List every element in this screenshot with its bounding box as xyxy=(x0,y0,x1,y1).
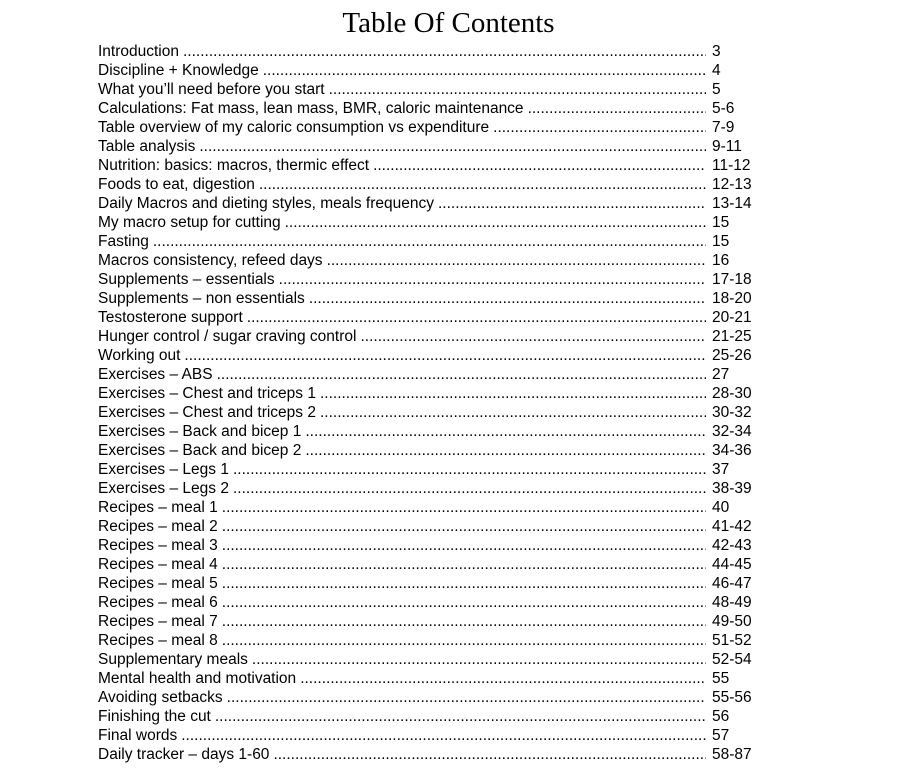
toc-entry[interactable] xyxy=(98,232,800,251)
toc-entry-page: 5-6 xyxy=(712,100,735,117)
toc-entry-label: Exercises – Back and bicep 1 xyxy=(98,423,302,440)
toc-entry-page: 16 xyxy=(712,252,730,269)
toc-entry-page: 15 xyxy=(712,233,730,250)
dot-leader xyxy=(325,80,706,99)
toc-entry-page: 3 xyxy=(712,43,721,60)
toc-entry-page: 18-20 xyxy=(712,290,752,307)
toc-entry-label: My macro setup for cutting xyxy=(98,214,281,231)
toc-entry-label: Recipes – meal 1 xyxy=(98,499,218,516)
dot-leader xyxy=(248,650,706,669)
toc-entry-page: 13-14 xyxy=(712,195,752,212)
dot-leader xyxy=(356,327,706,346)
dot-leader xyxy=(323,251,706,270)
toc-entry-page: 55-56 xyxy=(712,689,752,706)
dot-leader xyxy=(218,574,706,593)
toc-entry-label: Exercises – Chest and triceps 2 xyxy=(98,404,316,421)
toc-entry[interactable] xyxy=(98,517,800,536)
toc-entry-label: Table overview of my caloric consumption vs expenditure xyxy=(98,119,490,136)
dot-leader xyxy=(301,441,706,460)
toc-entry[interactable] xyxy=(98,346,800,365)
toc-entry-label: Exercises – ABS xyxy=(98,366,213,383)
toc-entry-page: 4 xyxy=(712,62,721,79)
toc-entry-page: 52-54 xyxy=(712,651,752,668)
toc-entry-page: 32-34 xyxy=(712,423,752,440)
toc-entry-label: Daily tracker – days 1-60 xyxy=(98,746,270,763)
toc-entry-page: 11-12 xyxy=(712,157,751,174)
dot-leader xyxy=(434,194,706,213)
dot-leader xyxy=(195,137,706,156)
dot-leader xyxy=(177,726,706,745)
toc-entry-label: Recipes – meal 3 xyxy=(98,537,218,554)
toc-entry-label: Table analysis xyxy=(98,138,196,155)
toc-entry-page: 37 xyxy=(712,461,730,478)
toc-entry-label: Foods to eat, digestion xyxy=(98,176,255,193)
toc-entry[interactable] xyxy=(98,612,800,631)
toc-entry[interactable] xyxy=(98,555,800,574)
toc-entry-label: Calculations: Fat mass, lean mass, BMR, caloric maintenance xyxy=(98,100,524,117)
toc-entry[interactable] xyxy=(98,42,800,61)
dot-leader xyxy=(229,479,706,498)
dot-leader xyxy=(369,156,706,175)
toc-entry-page: 25-26 xyxy=(712,347,752,364)
toc-entry[interactable] xyxy=(98,308,800,327)
toc-entry-label: Recipes – meal 5 xyxy=(98,575,218,592)
toc-entry[interactable] xyxy=(98,270,800,289)
toc-entry[interactable] xyxy=(98,441,800,460)
toc-entry-page: 48-49 xyxy=(712,594,752,611)
toc-entry-page: 9-11 xyxy=(712,138,742,155)
toc-entry-label: What you’ll need before you start xyxy=(98,81,325,98)
toc-entry-label: Macros consistency, refeed days xyxy=(98,252,323,269)
toc-entry[interactable] xyxy=(98,669,800,688)
dot-leader xyxy=(218,498,706,517)
toc-entry[interactable] xyxy=(98,289,800,308)
dot-leader xyxy=(213,365,706,384)
page-title: Table Of Contents xyxy=(342,7,555,39)
toc-entry-page: 34-36 xyxy=(712,442,752,459)
toc-entry[interactable] xyxy=(98,650,800,669)
toc-entry[interactable] xyxy=(98,194,800,213)
dot-leader xyxy=(524,99,706,118)
toc-entry-label: Supplements – non essentials xyxy=(98,290,305,307)
toc-entry[interactable] xyxy=(98,156,800,175)
toc-entry-label: Recipes – meal 7 xyxy=(98,613,218,630)
toc-entry[interactable] xyxy=(98,479,800,498)
toc-entry-page: 55 xyxy=(712,670,730,687)
toc-entry-label: Exercises – Legs 2 xyxy=(98,480,229,497)
toc-entry-page: 46-47 xyxy=(712,575,752,592)
toc-entry[interactable] xyxy=(98,726,800,745)
dot-leader xyxy=(218,517,706,536)
toc-entry[interactable] xyxy=(98,175,800,194)
toc-entry-page: 38-39 xyxy=(712,480,752,497)
toc-entry[interactable] xyxy=(98,745,800,764)
dot-leader xyxy=(269,745,706,764)
toc-entry-page: 28-30 xyxy=(712,385,752,402)
toc-entry-label: Daily Macros and dieting styles, meals frequency xyxy=(98,195,434,212)
toc-entry-page: 44-45 xyxy=(712,556,752,573)
toc-entry-label: Testosterone support xyxy=(98,309,243,326)
dot-leader xyxy=(255,175,706,194)
toc-entry[interactable] xyxy=(98,403,800,422)
toc-entry-page: 41-42 xyxy=(712,518,752,535)
toc-entry-page: 5 xyxy=(712,81,721,98)
toc-entry-page: 30-32 xyxy=(712,404,752,421)
dot-leader xyxy=(223,688,706,707)
toc-entry-label: Exercises – Legs 1 xyxy=(98,461,229,478)
toc-entry[interactable] xyxy=(98,251,800,270)
toc-entry[interactable] xyxy=(98,536,800,555)
dot-leader xyxy=(218,593,706,612)
toc-entry-page: 57 xyxy=(712,727,730,744)
toc-entry-label: Recipes – meal 8 xyxy=(98,632,218,649)
toc-entry-label: Supplements – essentials xyxy=(98,271,275,288)
toc-entry-label: Supplementary meals xyxy=(98,651,248,668)
dot-leader xyxy=(229,460,706,479)
toc-entry[interactable] xyxy=(98,384,800,403)
dot-leader xyxy=(243,308,706,327)
dot-leader xyxy=(281,213,706,232)
toc-entry[interactable] xyxy=(98,365,800,384)
toc-entry-page: 20-21 xyxy=(712,309,752,326)
toc-entry[interactable] xyxy=(98,213,800,232)
toc-entry-label: Recipes – meal 4 xyxy=(98,556,218,573)
toc-entry[interactable] xyxy=(98,631,800,650)
dot-leader xyxy=(218,612,706,631)
toc-entry-page: 56 xyxy=(712,708,730,725)
dot-leader xyxy=(489,118,706,137)
toc-entry-label: Working out xyxy=(98,347,181,364)
toc-entry[interactable] xyxy=(98,61,800,80)
dot-leader xyxy=(180,346,706,365)
toc-entry[interactable] xyxy=(98,80,800,99)
toc-entry-page: 15 xyxy=(712,214,730,231)
toc-entry[interactable] xyxy=(98,460,800,479)
toc-entry-page: 58-87 xyxy=(712,746,752,763)
toc-entry[interactable] xyxy=(98,99,800,118)
toc-entry-page: 17-18 xyxy=(712,271,752,288)
toc-entry-page: 12-13 xyxy=(712,176,752,193)
toc-entry-label: Avoiding setbacks xyxy=(98,689,223,706)
toc-entry-page: 40 xyxy=(712,499,730,516)
toc-entry-label: Exercises – Back and bicep 2 xyxy=(98,442,302,459)
toc-entry-page: 51-52 xyxy=(712,632,752,649)
toc-entry-page: 49-50 xyxy=(712,613,752,630)
toc-entry-page: 42-43 xyxy=(712,537,752,554)
dot-leader xyxy=(305,289,706,308)
dot-leader xyxy=(218,555,706,574)
dot-leader xyxy=(301,422,706,441)
dot-leader xyxy=(218,631,706,650)
dot-leader xyxy=(218,536,706,555)
toc-entry-label: Hunger control / sugar craving control xyxy=(98,328,357,345)
toc-entry-page: 27 xyxy=(712,366,730,383)
toc-entry[interactable] xyxy=(98,327,800,346)
toc-entry[interactable] xyxy=(98,574,800,593)
toc-entry-label: Recipes – meal 6 xyxy=(98,594,218,611)
toc-entry-label: Fasting xyxy=(98,233,149,250)
toc-entry-page: 7-9 xyxy=(712,119,735,136)
dot-leader xyxy=(179,42,706,61)
toc-entry-label: Introduction xyxy=(98,43,179,60)
toc-entry-label: Finishing the cut xyxy=(98,708,211,725)
toc-entry-label: Mental health and motivation xyxy=(98,670,297,687)
dot-leader xyxy=(259,61,706,80)
toc-entry-label: Final words xyxy=(98,727,178,744)
toc-entry[interactable] xyxy=(98,593,800,612)
toc-entry-label: Discipline + Knowledge xyxy=(98,62,259,79)
dot-leader xyxy=(316,384,706,403)
toc-entry[interactable] xyxy=(98,688,800,707)
toc-entry-label: Exercises – Chest and triceps 1 xyxy=(98,385,316,402)
toc-entry[interactable] xyxy=(98,137,800,156)
dot-leader xyxy=(296,669,706,688)
dot-leader xyxy=(316,403,706,422)
dot-leader xyxy=(149,232,706,251)
toc-entry[interactable] xyxy=(98,707,800,726)
dot-leader xyxy=(211,707,706,726)
toc-entry-page: 21-25 xyxy=(712,328,752,345)
toc-entry-label: Nutrition: basics: macros, thermic effect xyxy=(98,157,370,174)
toc-entry[interactable] xyxy=(98,118,800,137)
toc-list xyxy=(98,42,800,764)
toc-entry[interactable] xyxy=(98,422,800,441)
toc-entry-label: Recipes – meal 2 xyxy=(98,518,218,535)
toc-entry[interactable] xyxy=(98,498,800,517)
dot-leader xyxy=(275,270,706,289)
